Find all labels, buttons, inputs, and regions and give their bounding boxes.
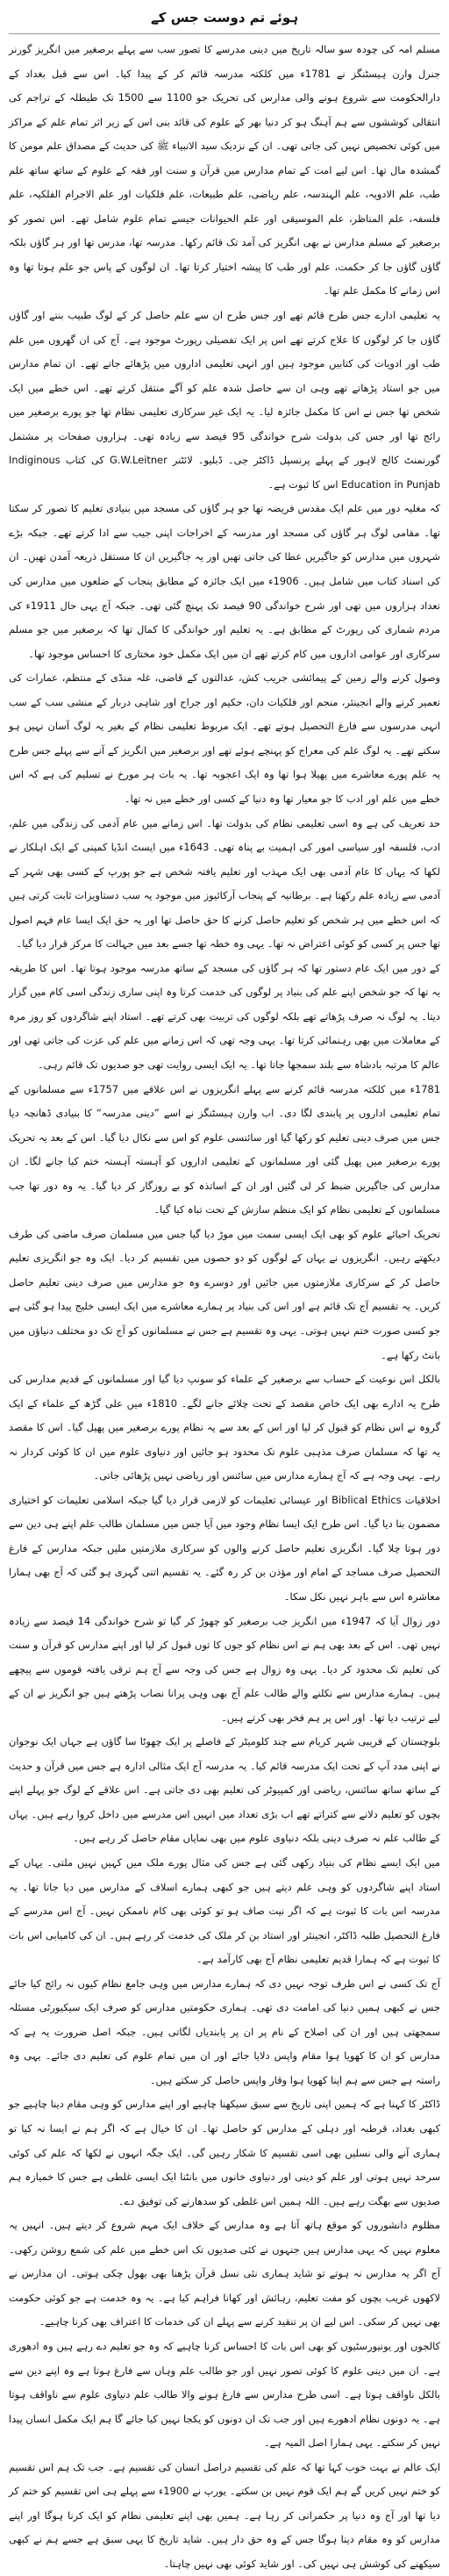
paragraph: مظلوم دانشوروں کو موقع ہاتھ آتا ہے وہ مدارس کے خلاف ایک مہم شروع کر دیتے ہیں۔ انہیں یہ معلوم نہیں کہ یہی مدارس ہیں جنہوں نے کئی صدیوں تک اس خطے میں علم کی شمع روشن رکھی۔ آج اگر یہ مدارس نہ ہوتے تو شاید ہماری نئی نسل قرآن پڑھنا بھی بھول چکی ہوتی۔ ان مدارس نے لاکھوں غریب بچوں کو مفت تعلیم، رہائش اور کھانا فراہم کیا ہے۔ یہ وہ خدمت ہے جو کوئی حکومت بھی نہیں کر سکی۔ اس لیے ان پر تنقید کرنے سے پہلے ان کی خدمات کا اعتراف بھی کرنا چاہیے۔	[9, 2219, 440, 2328]
paragraph: حد تعریف کی ہے وہ اسی تعلیمی نظام کی بدولت تھا۔ اس زمانے میں عام آدمی کی زندگی میں علم، ادب، فلسفہ اور سیاسی امور کی اہمیت بے پناہ تھی۔ 1643ء میں ایسٹ انڈیا کمپنی کے ایک اہلکار نے لکھا کہ یہاں کا عام آدمی بھی ایک مہذب اور تعلیم یافتہ شخص ہے جو پورپ کے کسی بھی شہر کے آدمی سے زیادہ علم رکھتا ہے۔ برطانیہ کے پنجاب آرکائیوز میں موجود یہ سب دستاویزات ثابت کرتی ہیں کہ اس خطے میں ہر شخص کو تعلیم حاصل کرنے کا حق حاصل تھا اور یہ حق ایک ایسا عام فہم اصول تھا جس پر کسی کو کوئی اعتراض نہ تھا۔ یہی وہ خطہ تھا جسے بعد میں جہالت کا مرکز قرار دیا گیا۔	[9, 816, 440, 951]
paragraph: آج تک کسی نے اس طرف توجہ نہیں دی کہ ہمارے مدارس میں وہی جامع نظام کیوں نہ رائج کیا جائے جس نے کبھی ہمیں دنیا کی امامت دی تھی۔ ہماری حکومتیں مدارس کو صرف ایک سیکیورٹی مسئلہ سمجھتی ہیں اور ان کی اصلاح کے نام پر ان پر پابندیاں لگاتی ہیں۔ جبکہ اصل ضرورت یہ ہے کہ مدارس کو ان کا کھویا ہوا مقام واپس دلایا جائے اور ان میں تمام علوم کی تعلیم دی جائے۔ یہی وہ راستہ ہے جس سے ہم اپنا کھویا ہوا وقار واپس حاصل کر سکتے ہیں۔	[9, 1977, 440, 2086]
paragraph: 1781ء میں کلکتہ مدرسہ قائم کرنے سے پہلے انگریزوں نے اس علاقے میں 1757ء سے مسلمانوں کے تمام تعلیمی اداروں پر پابندی لگا دی۔ اب وارن ہیسٹنگز نے اسے ”دینی مدرسہ“ کا بنیادی ڈھانچہ دیا جس میں صرف دینی تعلیم کو رکھا گیا اور سائنسی علوم کو اس سے نکال دیا گیا۔ اس کے بعد یہ تحریک پورے برصغیر میں پھیل گئی اور مسلمانوں کے تعلیمی اداروں کو آہستہ آہستہ ختم کیا جانے لگا۔ ان مدارس کی جاگیریں ضبط کر لی گئیں اور ان کے اساتذہ کو بے روزگار کر دیا گیا۔ یہ وہ دور تھا جب مسلمانوں کے تعلیمی نظام کو ایک منظم سازش کے تحت تباہ کیا گیا۔	[9, 1082, 441, 1216]
paragraph: کالجوں اور یونیورسٹیوں کو بھی اس بات کا احساس کرنا چاہیے کہ وہ جو تعلیم دے رہے ہیں وہ ادھوری ہے۔ ان میں دینی علوم کا کوئی تصور نہیں اور جو طالب علم وہاں سے فارغ ہوتا ہے وہ اپنے دین سے بالکل ناواقف ہوتا ہے۔ اسی طرح مدارس سے فارغ ہونے والا طالب علم دنیاوی علوم سے ناواقف ہوتا ہے۔ یہ دونوں نظام ادھورے ہیں اور جب تک ان دونوں کو یکجا نہیں کیا جائے گا ہم ایک مکمل انسان پیدا نہیں کر سکتے۔ یہی ہمارا اصل المیہ ہے۔	[9, 2339, 440, 2450]
paragraph: دور زوال آیا کہ 1947ء میں انگریز جب برصغیر کو چھوڑ کر گیا تو شرح خواندگی 14 فیصد سے زیادہ نہیں تھی۔ اس کے بعد بھی ہم نے اس نظام کو جوں کا توں قبول کر لیا اور اپنے مدارس کو قرآن و سنت کی تعلیم تک محدود کر دیا۔ یہی وہ زوال ہے جس کی وجہ سے آج ہم ترقی یافتہ قوموں سے پیچھے ہیں۔ ہمارے مدارس سے نکلنے والے طالب علم آج بھی وہی پرانا نصاب پڑھتے ہیں جو انگریز نے ان کے لیے ترتیب دیا تھا۔ اور اس پر ہم فخر بھی کرتے ہیں۔	[9, 1614, 440, 1724]
paragraph: اخلاقیات Biblical Ethics اور عیسائی تعلیمات کو لازمی قرار دیا گیا جبکہ اسلامی تعلیمات کو اختیاری مضمون بنا دیا گیا۔ اس طرح ایک ایسا نظام وجود میں آیا جس میں مسلمان طالب علم اپنے ہی دین سے دور ہوتا چلا گیا۔ انگریزی تعلیم حاصل کرنے والوں کو سرکاری ملازمتیں ملیں جبکہ مدارس کے فارغ التحصیل صرف مساجد کے امام اور مؤذن بن کر رہ گئے۔ یہ تقسیم اتنی گہری ہو گئی کہ آج بھی ہمارا معاشرہ اس سے باہر نہیں نکل سکا۔	[9, 1493, 441, 1603]
paragraph: کہ مغلیہ دور میں علم ایک مقدس فریضہ تھا جو ہر گاؤں کی مسجد میں بنیادی تعلیم کا تصور کر سکتا تھا۔ مقامی لوگ ہر گاؤں کی مسجد اور مدرسہ کے اخراجات اپنی جیب سے ادا کرتے تھے۔ جبکہ بڑے شہروں میں مدارس کو جاگیریں عطا کی جاتی تھیں اور یہ جاگیریں ان کا مستقل ذریعہ آمدن تھیں۔ ان کی اسناد کتاب میں شامل ہیں۔ 1906ء میں ایک جائزہ کے مطابق پنجاب کے ضلعوں میں مدارس کی تعداد ہزاروں میں تھی اور شرح خواندگی 90 فیصد تک پہنچ گئی تھی۔ جبکہ آج یہی حال 1911ء کی مردم شماری کی رپورٹ کے مطابق ہے۔ یہ تعلیم اور خواندگی کا کمال تھا کہ برصغیر میں جو مسلم سرکاری اور عوامی اداروں میں کام کرتے تھے ان میں ایک مکمل خود مختاری کا احساس موجود تھا۔	[9, 502, 441, 660]
paragraph: میں ایک ایسے نظام کی بنیاد رکھی گئی ہے جس کی مثال پورے ملک میں کہیں نہیں ملتی۔ یہاں کے استاد اپنے شاگردوں کو وہی علم دیتے ہیں جو کبھی ہمارے اسلاف کے مدارس میں دیا جاتا تھا۔ یہ مدرسہ اس بات کا ثبوت ہے کہ اگر نیت صاف ہو تو کوئی بھی کام ناممکن نہیں۔ آج اس مدرسے کے فارغ التحصیل طلبہ ڈاکٹر، انجینئر اور استاد بن کر ملک کی خدمت کر رہے ہیں۔ ان کی کامیابی اس بات کا ثبوت ہے کہ ہمارا قدیم تعلیمی نظام آج بھی کارآمد ہے۔	[9, 1856, 440, 1966]
article-body	[9, 38, 440, 2576]
paragraph: بالکل اس نوعیت کے حساب سے برصغیر کے علماء کو سونپ دیا گیا اور مسلمانوں کے قدیم مدارس کی طرح یہ ادارے بھی ایک خاص مقصد کے تحت چلائے جانے لگے۔ 1810ء میں علی گڑھ کے علماء کے ایک گروہ نے اس نظام کو قبول کر لیا اور اس کے بعد سے یہ نظام پورے برصغیر میں پھیل گیا۔ اس کا مقصد یہ تھا کہ مسلمان صرف مذہبی علوم تک محدود ہو جائیں اور دنیاوی علوم میں ان کا کوئی کردار نہ رہے۔ یہی وجہ ہے کہ آج ہمارے مدارس میں سائنس اور ریاضی نہیں پڑھائی جاتی۔	[9, 1373, 440, 1482]
paragraph: کے دور میں ایک عام دستور تھا کہ ہر گاؤں کی مسجد کے ساتھ مدرسہ موجود ہوتا تھا۔ اس کا طریقہ یہ تھا کہ جو شخص اپنے علم کی بنیاد پر لوگوں کی خدمت کرتا وہ اپنی ساری زندگی اسی کام میں گزار دیتا۔ یہ لوگ نہ صرف پڑھاتے تھے بلکہ لوگوں کی تربیت بھی کرتے تھے۔ استاد اپنے شاگردوں کو روز مرہ کے معاملات میں بھی رہنمائی کرتا تھا۔ یہی وجہ تھی کہ اس زمانے میں علم کی عزت کی جاتی تھی اور عالم کا مرتبہ بادشاہ سے بلند سمجھا جاتا تھا۔ یہ ایک ایسی روایت تھی جو صدیوں تک قائم رہی۔	[9, 961, 440, 1071]
article-headline: ہوئے تم دوست جس کے	[9, 5, 440, 34]
paragraph: تحریک احیائے علوم کو بھی ایک ایسی سمت میں موڑ دیا گیا جس میں مسلمان صرف ماضی کی طرف دیکھتے رہیں۔ انگریزوں نے یہاں کے لوگوں کو دو حصوں میں تقسیم کر دیا۔ ایک وہ جو انگریزی تعلیم حاصل کر کے سرکاری ملازمتوں میں جائیں اور دوسرے وہ جو مدارس میں صرف دینی تعلیم حاصل کریں۔ یہ تقسیم آج تک قائم ہے اور اس کی بنیاد پر ہمارے معاشرے میں ایک ایسی خلیج پیدا ہو گئی ہے جو کسی صورت ختم نہیں ہوتی۔ یہی وہ تقسیم ہے جس نے مسلمانوں کو آج تک دو مختلف دنیاؤں میں بانٹ رکھا ہے۔	[9, 1227, 440, 1361]
paragraph: وصول کرنے والے زمین کے پیمائشی جریب کش، عدالتوں کے قاضی، غلہ منڈی کے منتظم، عمارات کی تعمیر کرنے والے انجینئر، منجم اور فلکیات دان، حکیم اور جراح اور شاہی دربار کے منشی سب کے سب انہی مدرسوں سے فارغ التحصیل ہوتے تھے۔ ایک مربوط تعلیمی نظام کے بغیر یہ لوگ آسان نہیں ہو سکتے تھے۔ یہ لوگ علم کی معراج کو پہنچے ہوئے تھے اور برصغیر میں انگریز کے آنے سے پہلے جس طرح یہ علم پورے معاشرے میں پھیلا ہوا تھا وہ ایک اعجوبہ تھا۔ یہ بات ہر مورخ نے تسلیم کی ہے کہ اس خطے میں علم اور ادب کا جو معیار تھا وہ دنیا کے کسی اور خطے میں نہ تھا۔	[9, 671, 440, 805]
paragraph: ڈاکٹر کا کہنا ہے کہ ہمیں اپنی تاریخ سے سبق سیکھنا چاہیے اور اپنے مدارس کو وہی مقام دینا چاہیے جو کبھی بغداد، قرطبہ اور دہلی کے مدارس کو حاصل تھا۔ ان کا خیال ہے کہ اگر ہم نے ایسا نہ کیا تو ہماری آنے والی نسلیں بھی اسی تقسیم کا شکار رہیں گی۔ ایک جگہ انہوں نے لکھا کہ علم کی کوئی سرحد نہیں ہوتی اور علم کو دینی اور دنیاوی خانوں میں بانٹنا ایک ایسی غلطی ہے جس کا خمیازہ ہم صدیوں سے بھگت رہے ہیں۔ اللہ ہمیں اس غلطی کو سدھارنے کی توفیق دے۔	[9, 2098, 440, 2207]
paragraph: یہ تعلیمی ادارے جس طرح قائم تھے اور جس طرح ان سے علم حاصل کر کے لوگ طبیب بنتے اور گاؤں گاؤں جا کر لوگوں کا علاج کرتے تھے اس پر ایک تفصیلی رپورٹ موجود ہے۔ آج کی ان گھروں میں علم طب اور ادویات کی کتابیں موجود ہیں اور انہی تعلیمی اداروں میں پڑھائے جاتے تھے۔ ان تمام مدارس میں جو استاد پڑھاتے تھے وہی ان سے حاصل شدہ علم کو آگے منتقل کرتے تھے۔ اس خطے میں ایک شخص تھا جس نے اس کا مکمل جائزہ لیا۔ یہ ایک غیر سرکاری تعلیمی نظام تھا جو پورے برصغیر میں رائج تھا اور جس کی بدولت شرح خواندگی 95 فیصد سے زیادہ تھی۔ ہزاروں صفحات پر مشتمل گورنمنٹ کالج لاہور کے پہلے پرنسپل ڈاکٹر جی۔ ڈبلیو۔ لائٹنر G.W.Leitner کی کتاب Indiginous Education in Punjab اس کا ثبوت ہے۔	[9, 309, 440, 491]
paragraph: ایک عالم نے بہت خوب کہا تھا کہ علم کی تقسیم دراصل انسان کی تقسیم ہے۔ جب تک ہم اس تقسیم کو ختم نہیں کریں گے ہم ایک قوم نہیں بن سکتے۔ یورپ نے 1900ء سے پہلے ہی اس تقسیم کو ختم کر دیا تھا اور آج وہ دنیا پر حکمرانی کر رہا ہے۔ ہمیں بھی اپنے تعلیمی نظام کو ایک کرنا ہوگا اور اپنے مدارس کو وہ مقام دینا ہوگا جس کے وہ حق دار ہیں۔ شاید تاریخ کا یہی سبق ہے جسے ہم نے کبھی سیکھنے کی کوشش ہی نہیں کی۔ اور شاید کوئی بھی نہیں چاہتا۔	[9, 2460, 440, 2570]
paragraph: مسلم امہ کی چودہ سو سالہ تاریخ میں دینی مدرسے کا تصور سب سے پہلے برصغیر میں انگریز گورنر جنرل وارن ہیسٹنگز نے 1781ء میں کلکتہ مدرسہ قائم کر کے پیدا کیا۔ اس سے قبل بغداد کے دارالحکومت سے شروع ہونے والی مدارس کی تحریک جو 1100 سے 1500 تک طیطلہ کے تراجم کی انتقالی کوششوں سے ہم آہنگ ہو کر دنیا بھر کے علوم کی قائد بنی اس کے زیر اثر تمام علم کے مراکز میں کوئی تخصیص نہیں کی جاتی تھی۔ ان کے نزدیک سید الانبیاء ﷺ کی حدیث کے مصداق علم مومن کا گمشدہ مال تھا۔ اس لیے امت کے تمام مدارس میں قرآن و سنت اور فقہ کے علوم کے ساتھ ساتھ علم طب، علم الادویہ، علم الہندسہ، علم ریاضی، علم طبیعات، علم فلکیات اور علم الاجرام الفلکیہ، علم فلسفہ، علم المناظر، علم الموسیقی اور علم الحیوانات جیسے تمام علوم شامل تھے۔ اس تصور کو برصغیر کے مسلم مدارس نے بھی انگریز کی آمد تک قائم رکھا۔ مدرسہ تھا، مدرس تھا اور ہر گاؤں بلکہ گاؤں گاؤں جا کر حکمت، علم اور طب کا پیشہ اختیار کرتا تھا۔ ان لوگوں کے پاس جو علم ہوتا تھا وہ اس زمانے کا مکمل علم تھا۔	[9, 43, 440, 298]
paragraph: بلوچستان کے قریبی شہر کریام سے چند کلومیٹر کے فاصلے پر ایک چھوٹا سا گاؤں ہے جہاں ایک نوجوان نے اپنی مدد آپ کے تحت ایک مدرسہ قائم کیا۔ یہ مدرسہ آج ایک مثالی ادارہ ہے جس میں قرآن و حدیث کے ساتھ ساتھ سائنس، ریاضی اور کمپیوٹر کی تعلیم بھی دی جاتی ہے۔ اس علاقے کے لوگ جو پہلے اپنے بچوں کو تعلیم دلانے سے کتراتے تھے اب بڑی تعداد میں انہیں اس مدرسے میں داخل کروا رہے ہیں۔ یہاں کے طالب علم نہ صرف دینی بلکہ دنیاوی علوم میں بھی نمایاں مقام حاصل کر رہے ہیں۔	[9, 1735, 440, 1845]
